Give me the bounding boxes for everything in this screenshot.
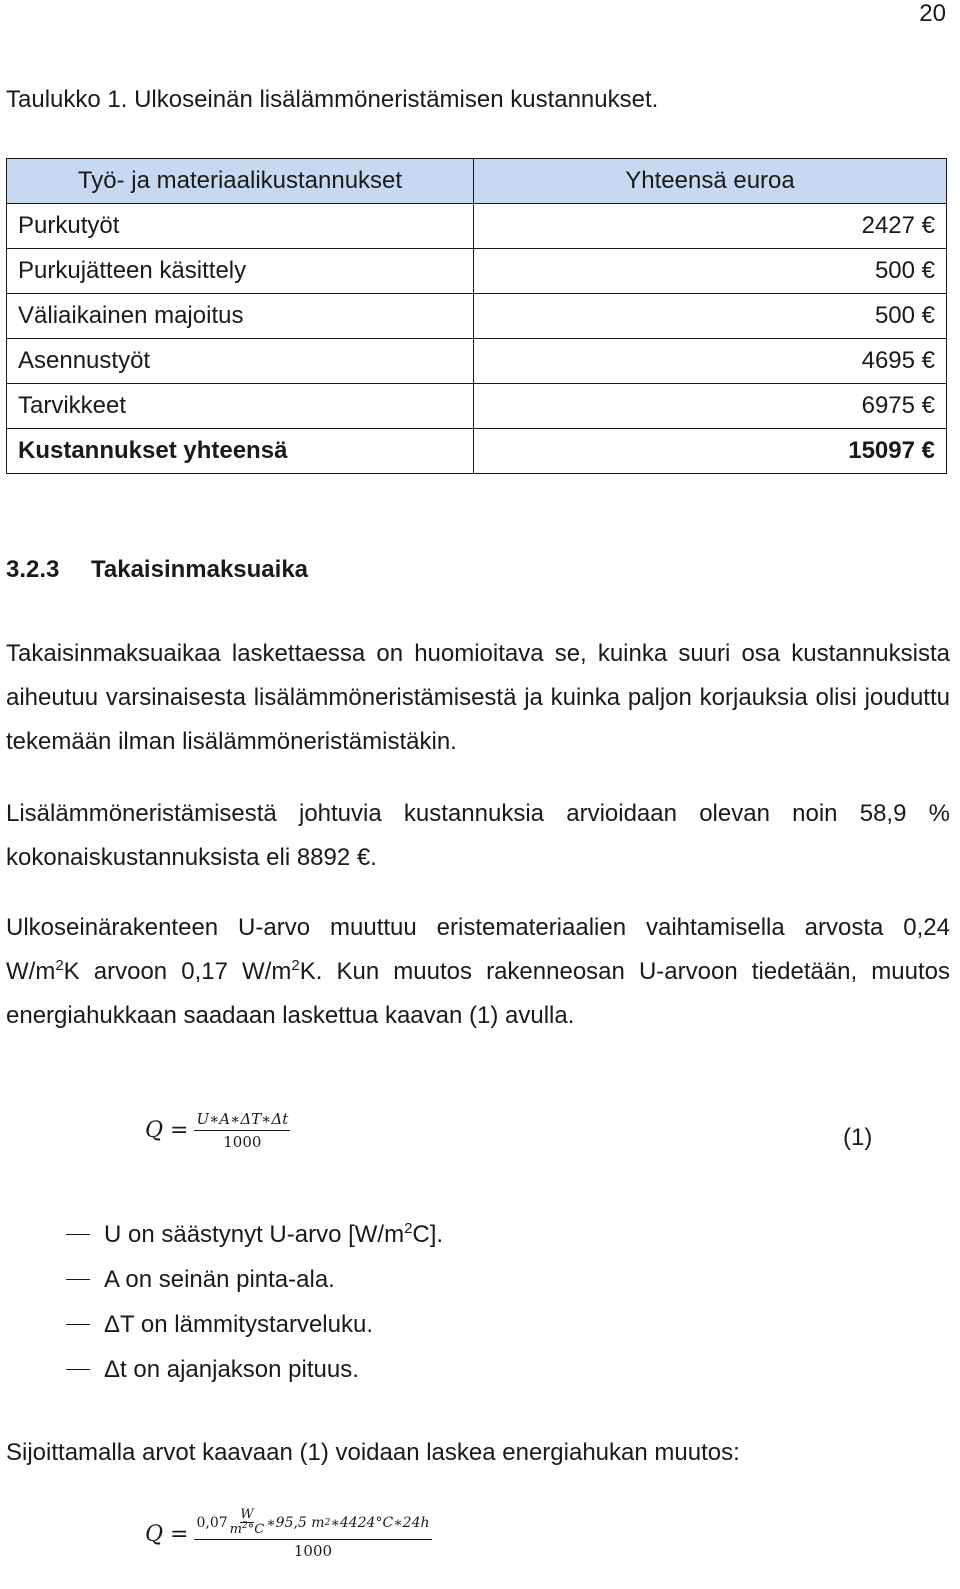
list-item	[0, 1212, 443, 1257]
formula-energy-loss	[145, 1110, 290, 1151]
dash-bullet	[66, 1279, 90, 1280]
formula-lhs: Q =	[145, 1521, 189, 1547]
table-row	[7, 294, 947, 339]
superscript: 2	[404, 1220, 413, 1237]
section-title: Takaisinmaksuaika	[91, 556, 309, 583]
row-value: 500 €	[474, 294, 947, 339]
unit-denominator	[230, 1523, 265, 1537]
header-cost-type: Työ- ja materiaalikustannukset	[7, 159, 474, 204]
formula-fraction	[194, 1110, 290, 1151]
formula-denominator: 1000	[293, 1542, 333, 1560]
u-value-text-b: K arvoon 0,17 W/m	[63, 958, 292, 985]
dash-bullet	[66, 1234, 90, 1235]
table-row	[7, 249, 947, 294]
cost-table	[6, 158, 947, 474]
formula-numerator: U∗A∗ΔT∗Δt	[194, 1110, 290, 1131]
unit-numerator: W	[240, 1507, 254, 1522]
bullet-text: ΔT on lämmitystarveluku.	[104, 1311, 374, 1338]
page-number: 20	[919, 0, 946, 27]
row-label: Tarvikkeet	[7, 384, 474, 429]
superscript: 2	[241, 1521, 248, 1531]
superscript: 2	[291, 957, 300, 974]
dash-bullet	[66, 1324, 90, 1325]
u-value-text-a: Ulkoseinärakenteen U-arvo muuttuu eristemateriaalien vaihtamisella arvosta 0,24 W/m	[6, 914, 950, 985]
bullet-text: A on seinän pinta-ala.	[104, 1266, 335, 1293]
bullet-text-a: U on säästynyt U-arvo [W/m	[104, 1221, 405, 1248]
row-label: Asennustyöt	[7, 339, 474, 384]
total-label: Kustannukset yhteensä	[7, 429, 474, 474]
row-value: 4695 €	[474, 339, 947, 384]
formula-fraction	[194, 1508, 431, 1560]
list-item	[0, 1347, 443, 1392]
section-number: 3.2.3	[6, 556, 60, 583]
table-header-row	[7, 159, 947, 204]
unit-text: °C	[247, 1522, 265, 1537]
formula-term: ∗4424°C∗24h	[330, 1514, 430, 1531]
list-item	[0, 1257, 443, 1302]
list-item	[0, 1302, 443, 1347]
paragraph-substitution: Sijoittamalla arvot kaavaan (1) voidaan laskea energiahukan muutos:	[6, 1439, 740, 1466]
unit-text: m	[229, 1522, 242, 1537]
formula-lhs: Q =	[145, 1118, 189, 1143]
variable-list	[0, 1212, 443, 1392]
row-value: 6975 €	[474, 384, 947, 429]
row-label: Purkujätteen käsittely	[7, 249, 474, 294]
formula-denominator: 1000	[223, 1133, 262, 1151]
bullet-text: Δt on ajanjakson pituus.	[104, 1356, 359, 1383]
formula-substituted	[145, 1508, 432, 1560]
row-label: Purkutyöt	[7, 204, 474, 249]
unit-fraction	[230, 1508, 265, 1537]
equation-number: (1)	[843, 1124, 873, 1151]
table-row	[7, 339, 947, 384]
paragraph-payback-intro: Takaisinmaksuaikaa laskettaessa on huomioitava se, kuinka suuri osa kustannuksista aiheutuu varsinaisesta lisälämmöneristämisestä ja kuinka paljon korjauksia olisi jouduttu tekemään ilman lisälämmöneristämistäkin.	[6, 640, 950, 755]
paragraph-insulation-costs: Lisälämmöneristämisestä johtuvia kustannuksia arvioidaan olevan noin 58,9 % kokonaiskustannuksista eli 8892 €.	[6, 800, 950, 871]
table-row	[7, 204, 947, 249]
coefficient: 0,07	[196, 1514, 228, 1531]
table-row	[7, 384, 947, 429]
paragraph-u-value	[6, 906, 950, 1038]
formula-numerator: 0,07 $\frac{W}{m^2^\circ C}$ ∗95,5 m 2 ∗4424°C∗24h	[194, 1508, 431, 1540]
row-label: Väliaikainen majoitus	[7, 294, 474, 339]
dash-bullet	[66, 1369, 90, 1370]
row-value: 2427 €	[474, 204, 947, 249]
superscript: 2	[55, 957, 64, 974]
u-value-text-c: K. Kun muutos rakenneosan U-arvoon tiedetään, muutos energiahukkaan saadaan laskettua kaavan (1) avulla.	[6, 958, 950, 1029]
section-heading	[6, 556, 308, 584]
table-total-row	[7, 429, 947, 474]
total-value: 15097 €	[474, 429, 947, 474]
formula-term: ∗95,5 m	[266, 1514, 325, 1531]
header-total-euros: Yhteensä euroa	[474, 159, 947, 204]
table-caption: Taulukko 1. Ulkoseinän lisälämmöneristämisen kustannukset.	[6, 86, 659, 113]
row-value: 500 €	[474, 249, 947, 294]
bullet-text-b: C].	[412, 1221, 444, 1248]
